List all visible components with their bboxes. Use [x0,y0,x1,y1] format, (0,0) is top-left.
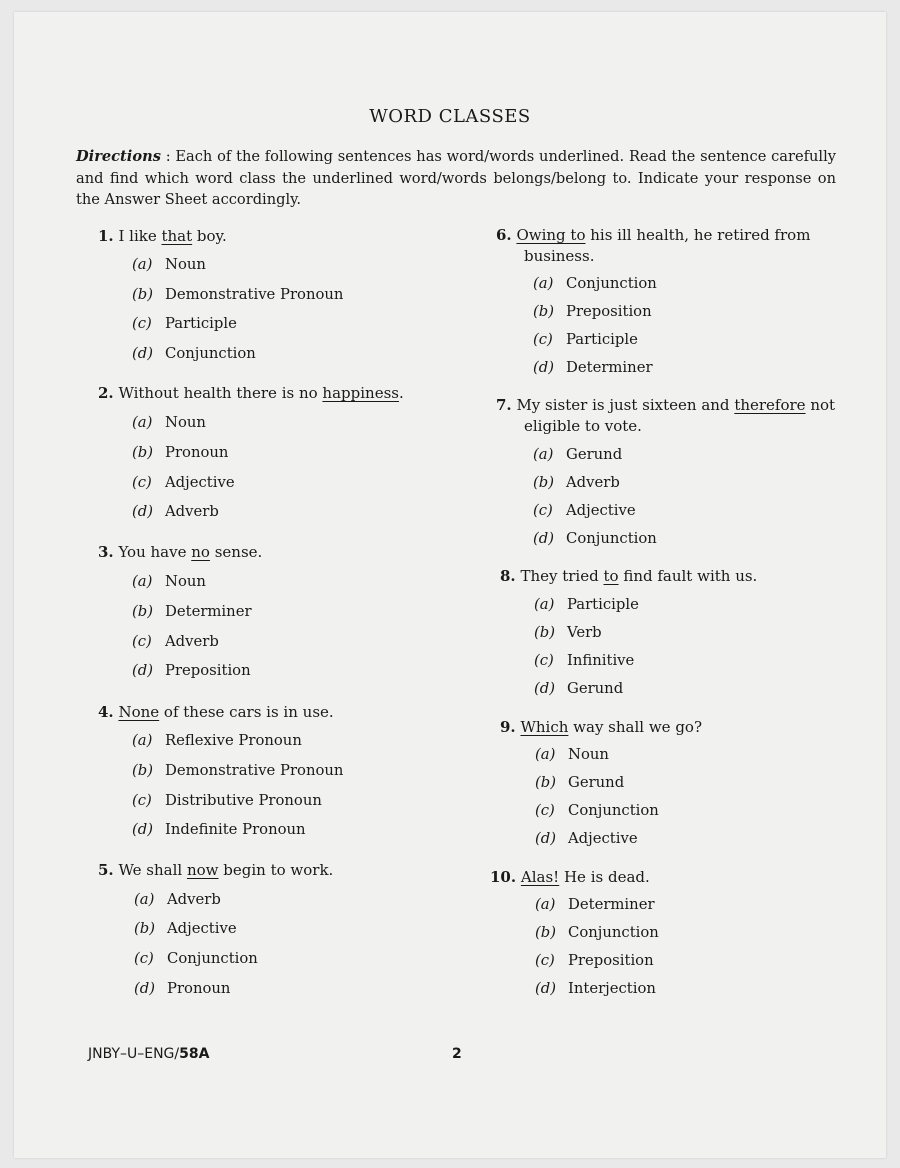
option-text: Adverb [167,891,221,908]
option-text: Demonstrative Pronoun [165,762,344,779]
underlined-word: no [191,543,210,561]
underlined-word: that [161,227,193,245]
option-8d[interactable] [534,679,623,699]
option-1c[interactable] [132,314,237,334]
underlined-word: Owing to [516,226,586,244]
option-1a[interactable] [132,255,206,275]
option-9a[interactable] [535,745,609,765]
option-3c[interactable] [132,632,219,652]
option-letter: (b) [132,603,154,620]
underlined-word: Alas! [520,868,560,886]
option-5d[interactable] [134,979,230,999]
option-text: Adverb [566,474,620,491]
question-text-before: I like [118,227,162,245]
option-letter: (a) [132,256,153,273]
option-text: Conjunction [165,345,256,362]
option-text: Indefinite Pronoun [165,821,306,838]
option-letter: (c) [533,502,553,519]
option-text: Reflexive Pronoun [165,732,302,749]
option-text: Adverb [165,503,219,520]
directions-text: : Each of the following sentences has word/words underlined. Read the sentence carefully and find which word class the underlined word/words belongs/belong to. Indicate your response on the Answer Sheet accordingly. [76,148,836,208]
option-letter: (a) [132,573,153,590]
option-10c[interactable] [535,951,654,971]
question-text-after: of these cars is in use. [159,703,334,721]
question-9 [500,717,702,738]
option-7b[interactable] [533,473,620,493]
page-number: 2 [452,1046,462,1062]
question-number: 10. [490,868,517,886]
question-text-after: way shall we go? [568,718,703,736]
option-letter: (b) [535,924,557,941]
option-text: Gerund [568,774,625,791]
option-text: Interjection [568,980,656,997]
question-5 [98,860,333,881]
option-8a[interactable] [534,595,639,615]
page-title: WORD CLASSES [369,106,531,127]
option-7c[interactable] [533,501,636,521]
option-letter: (a) [534,596,555,613]
booklet-code-series: 58A [179,1046,210,1062]
question-number: 4. [98,703,114,721]
option-letter: (a) [132,414,153,431]
question-text-after: not eligible to vote. [524,396,836,435]
question-1 [98,226,227,247]
option-letter: (c) [534,652,554,669]
option-8b[interactable] [534,623,602,643]
directions-label: Directions [76,148,161,165]
option-5b[interactable] [134,919,237,939]
option-letter: (c) [535,802,555,819]
option-text: Conjunction [167,950,258,967]
question-text-before: You have [118,543,192,561]
option-1d[interactable] [132,344,256,364]
option-9b[interactable] [535,773,624,793]
option-1b[interactable] [132,285,343,305]
option-text: Determiner [165,603,252,620]
question-text-before: My sister is just sixteen and [516,396,735,414]
question-number: 6. [496,226,512,244]
option-letter: (b) [132,762,154,779]
option-text: Adjective [167,920,237,937]
option-letter: (d) [132,821,154,838]
question-number: 8. [500,567,516,585]
option-letter: (d) [534,680,556,697]
option-letter: (b) [535,774,557,791]
option-letter: (c) [132,633,152,650]
question-text-after: find fault with us. [618,567,758,585]
option-4a[interactable] [132,731,302,751]
option-text: Pronoun [165,444,229,461]
question-7 [496,395,864,437]
option-text: Adjective [165,474,235,491]
option-text: Conjunction [566,275,657,292]
option-text: Participle [566,331,638,348]
option-4b[interactable] [132,761,343,781]
option-letter: (a) [533,446,554,463]
option-letter: (c) [132,315,152,332]
option-letter: (c) [533,331,553,348]
exam-page [14,12,886,1158]
option-text: Noun [165,414,206,431]
option-letter: (b) [134,920,156,937]
option-2d[interactable] [132,502,219,522]
option-letter: (d) [132,503,154,520]
question-number: 1. [98,227,114,245]
underlined-word: to [603,567,619,585]
option-6b[interactable] [533,302,652,322]
question-6 [496,225,864,267]
option-text: Participle [165,315,237,332]
question-number: 5. [98,861,114,879]
option-letter: (a) [134,891,155,908]
option-text: Conjunction [566,530,657,547]
option-4d[interactable] [132,820,306,840]
question-number: 2. [98,384,114,402]
option-text: Noun [165,573,206,590]
option-text: Preposition [566,303,652,320]
option-5c[interactable] [134,949,258,969]
option-letter: (c) [535,952,555,969]
option-text: Conjunction [568,802,659,819]
underlined-word: Which [520,718,569,736]
question-text-before: They tried [520,567,604,585]
option-3a[interactable] [132,572,206,592]
question-number: 9. [500,718,516,736]
directions-paragraph [76,146,836,211]
question-text-before: Without health there is no [118,384,323,402]
option-letter: (b) [534,624,556,641]
option-letter: (b) [533,474,555,491]
booklet-code [88,1046,209,1062]
option-text: Infinitive [567,652,635,669]
option-5a[interactable] [134,890,221,910]
option-text: Distributive Pronoun [165,792,322,809]
option-text: Conjunction [568,924,659,941]
option-4c[interactable] [132,791,322,811]
underlined-word: happiness [322,384,399,402]
option-letter: (c) [132,474,152,491]
option-letter: (b) [132,286,154,303]
question-text-after: . [398,384,404,402]
option-letter: (c) [134,950,154,967]
option-letter: (d) [132,662,154,679]
question-2 [98,383,404,404]
option-text: Gerund [567,680,624,697]
question-text-before: We shall [118,861,187,879]
question-text-after: begin to work. [218,861,334,879]
booklet-code-prefix: JNBY–U–ENG/ [88,1046,180,1062]
question-3 [98,542,262,563]
option-letter: (a) [535,746,556,763]
option-2b[interactable] [132,443,228,463]
option-9c[interactable] [535,801,659,821]
option-text: Adjective [566,502,636,519]
option-text: Determiner [566,359,653,376]
underlined-word: now [186,861,219,879]
option-letter: (b) [533,303,555,320]
question-text-after: boy. [192,227,227,245]
option-letter: (a) [533,275,554,292]
option-text: Determiner [568,896,655,913]
option-6d[interactable] [533,358,653,378]
option-8c[interactable] [534,651,634,671]
option-2a[interactable] [132,413,206,433]
question-text-after: his ill health, he retired from business. [524,226,811,265]
question-10 [490,867,650,888]
question-text-after: sense. [209,543,263,561]
underlined-word: therefore [734,396,806,414]
option-10b[interactable] [535,923,659,943]
option-text: Pronoun [167,980,231,997]
question-4 [98,702,334,723]
option-letter: (d) [533,359,555,376]
option-text: Noun [568,746,609,763]
option-letter: (d) [535,830,557,847]
option-2c[interactable] [132,473,235,493]
option-text: Adjective [568,830,638,847]
question-number: 3. [98,543,114,561]
option-text: Demonstrative Pronoun [165,286,344,303]
question-text-after: He is dead. [559,868,650,886]
option-text: Preposition [568,952,654,969]
option-10a[interactable] [535,895,655,915]
option-text: Verb [567,624,602,641]
option-letter: (d) [533,530,555,547]
option-3d[interactable] [132,661,251,681]
option-7d[interactable] [533,529,657,549]
option-text: Participle [567,596,639,613]
option-text: Gerund [566,446,623,463]
option-letter: (b) [132,444,154,461]
option-letter: (a) [132,732,153,749]
option-3b[interactable] [132,602,252,622]
question-8 [500,566,757,587]
option-7a[interactable] [533,445,622,465]
option-6a[interactable] [533,274,657,294]
option-text: Preposition [165,662,251,679]
underlined-word: None [118,703,160,721]
option-9d[interactable] [535,829,638,849]
option-letter: (d) [535,980,557,997]
option-letter: (c) [132,792,152,809]
question-number: 7. [496,396,512,414]
option-10d[interactable] [535,979,656,999]
option-letter: (d) [132,345,154,362]
option-text: Adverb [165,633,219,650]
option-text: Noun [165,256,206,273]
option-letter: (a) [535,896,556,913]
option-letter: (d) [134,980,156,997]
option-6c[interactable] [533,330,638,350]
